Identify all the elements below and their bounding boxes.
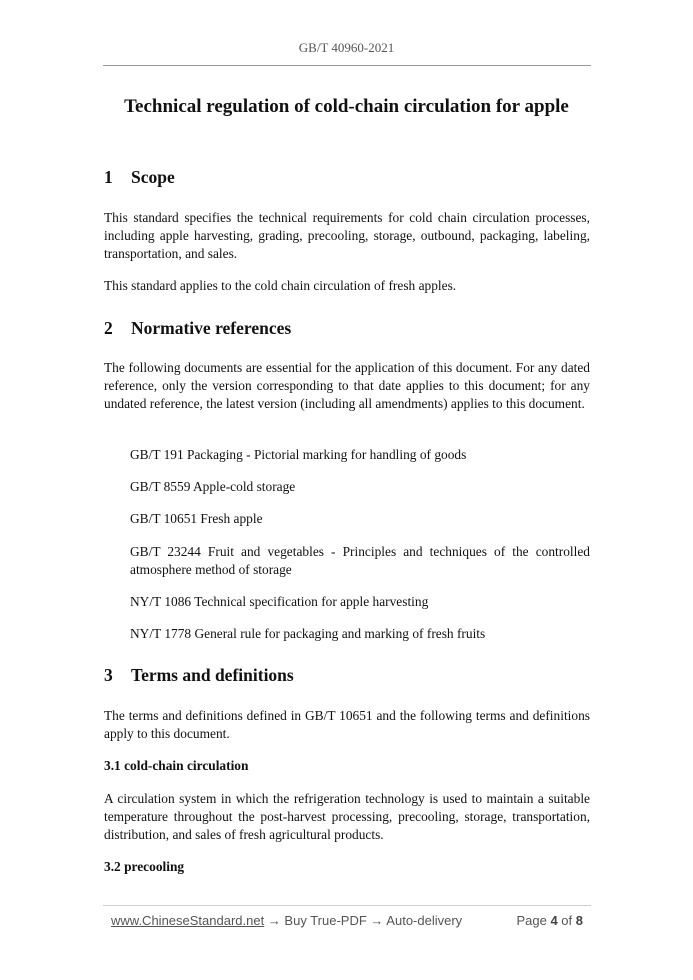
total-pages: 8	[575, 913, 583, 928]
buy-text: → Buy True-PDF	[264, 913, 371, 928]
section-number: 1	[104, 167, 113, 187]
section-heading-terms-and-definitions	[104, 665, 294, 686]
current-page: 4	[550, 913, 558, 928]
section-number: 3	[104, 665, 113, 685]
page-indicator	[516, 913, 583, 928]
section-number: 2	[104, 318, 113, 338]
term-heading: 3.2 precooling	[104, 859, 185, 874]
reference-item: NY/T 1778 General rule for packaging and marking of fresh fruits	[130, 626, 486, 641]
paragraph: The following documents are essential for the application of this document. For any dated reference, only the version corresponding to that date applies to this document; for any undated reference, the latest version (including all amendments) applies to this document.	[104, 360, 590, 412]
reference-item: GB/T 23244 Fruit and vegetables - Principles and techniques of the controlled atmosphere method of storage	[130, 544, 590, 578]
running-header: GB/T 40960-2021	[298, 40, 395, 55]
section-title: Normative references	[131, 318, 292, 338]
of-label: of	[561, 913, 573, 928]
reference-item: GB/T 8559 Apple-cold storage	[130, 479, 296, 494]
footer-divider	[103, 905, 591, 906]
section-title: Terms and definitions	[131, 665, 294, 685]
footer-promo	[111, 913, 462, 928]
header-divider	[103, 65, 591, 66]
term-heading: 3.1 cold-chain circulation	[104, 758, 249, 773]
paragraph: The terms and definitions defined in GB/T 10651 and the following terms and definitions apply to this document.	[104, 708, 590, 742]
website-link[interactable]: www.ChineseStandard.net	[111, 913, 265, 928]
section-heading-normative-references	[104, 318, 291, 339]
section-heading-scope	[104, 167, 175, 188]
document-title: Technical regulation of cold-chain circulation for apple	[124, 96, 569, 117]
paragraph: This standard applies to the cold chain circulation of fresh apples.	[104, 278, 457, 293]
reference-item: NY/T 1086 Technical specification for apple harvesting	[130, 594, 429, 609]
paragraph: This standard specifies the technical requirements for cold chain circulation processes, including apple harvesting, grading, precooling, storage, outbound, packaging, labeling, transportation, and sales.	[104, 210, 590, 262]
reference-item: GB/T 10651 Fresh apple	[130, 511, 263, 526]
page-label: Page	[516, 913, 547, 928]
reference-item: GB/T 191 Packaging - Pictorial marking for handling of goods	[130, 447, 467, 462]
page-footer	[111, 913, 583, 928]
section-title: Scope	[131, 167, 175, 187]
delivery-text: → Auto-delivery	[370, 913, 463, 928]
term-definition: A circulation system in which the refrigeration technology is used to maintain a suitable temperature throughout the post-harvest processing, precooling, storage, transportation, distribution, and sales of fresh agricultural products.	[104, 791, 590, 843]
